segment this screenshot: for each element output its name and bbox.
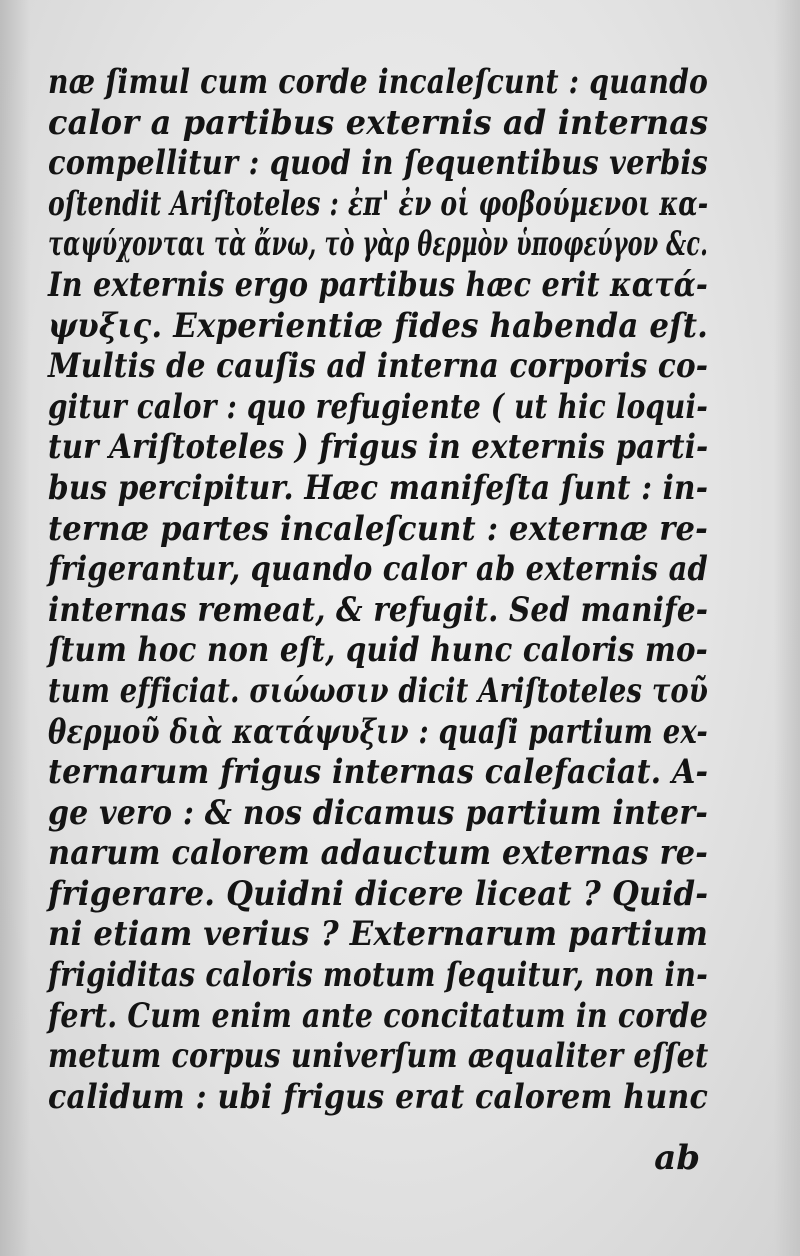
text-line: oſtendit Ariſtoteles : ἐπ' ἐν οἱ φοβούμενοι κα- — [48, 183, 709, 224]
text-line: ni etiam verius ? Externarum partium — [48, 914, 709, 955]
text-line: fert. Cum enim ante concitatum in corde — [48, 995, 709, 1036]
text-line: narum calorem adauctum externas re- — [48, 833, 709, 874]
text-line: tum efficiat. σιώωσιν dicit Ariſtoteles τοῦ — [48, 670, 709, 711]
text-line: internas remeat, & refugit. Sed manife- — [48, 589, 709, 630]
text-line: ternarum frigus internas calefaciat. A- — [48, 752, 709, 793]
text-line: ge vero : & nos dicamus partium inter- — [48, 792, 708, 833]
text-line: metum corpus univerſum æqualiter eſſet — [48, 1036, 709, 1077]
body-text — [48, 62, 708, 1117]
text-line: næ ſimul cum corde incaleſcunt : quando — [48, 62, 709, 102]
text-line: frigerantur, quando calor ab externis ad — [48, 549, 708, 590]
catchword: ab — [654, 1138, 700, 1178]
text-line: ταψύχονται τὰ ἄνω, τὸ γὰρ θερμὸν ὑποφεύγον &c. — [48, 224, 709, 265]
text-line: calor a partibus externis ad internas — [48, 102, 709, 143]
text-line: gitur calor : quo refugiente ( ut hic loqui- — [48, 386, 709, 427]
text-line: ternæ partes incaleſcunt : externæ re- — [48, 508, 709, 549]
text-line: calidum : ubi frigus erat calorem hunc — [48, 1076, 708, 1117]
text-line: ψυξις. Experientiæ fides habenda eſt. — [48, 305, 709, 346]
text-line: tur Ariſtoteles ) frigus in externis parti- — [48, 427, 709, 468]
text-line: frigerare. Quidni dicere liceat ? Quid- — [48, 873, 709, 914]
text-line: In externis ergo partibus hæc erit κατά- — [48, 264, 709, 305]
text-line: ſtum hoc non eſt, quid hunc caloris mo- — [48, 630, 709, 671]
text-line: Multis de cauſis ad interna corporis co- — [48, 346, 709, 387]
text-line: θερμοῦ διὰ κατάψυξιν : quaſi partium ex- — [48, 711, 708, 752]
text-line: frigiditas caloris motum ſequitur, non in- — [48, 955, 708, 996]
text-line: bus percipitur. Hæc manifeſta ſunt : in- — [48, 467, 709, 508]
text-line: compellitur : quod in ſequentibus verbis — [48, 143, 708, 184]
